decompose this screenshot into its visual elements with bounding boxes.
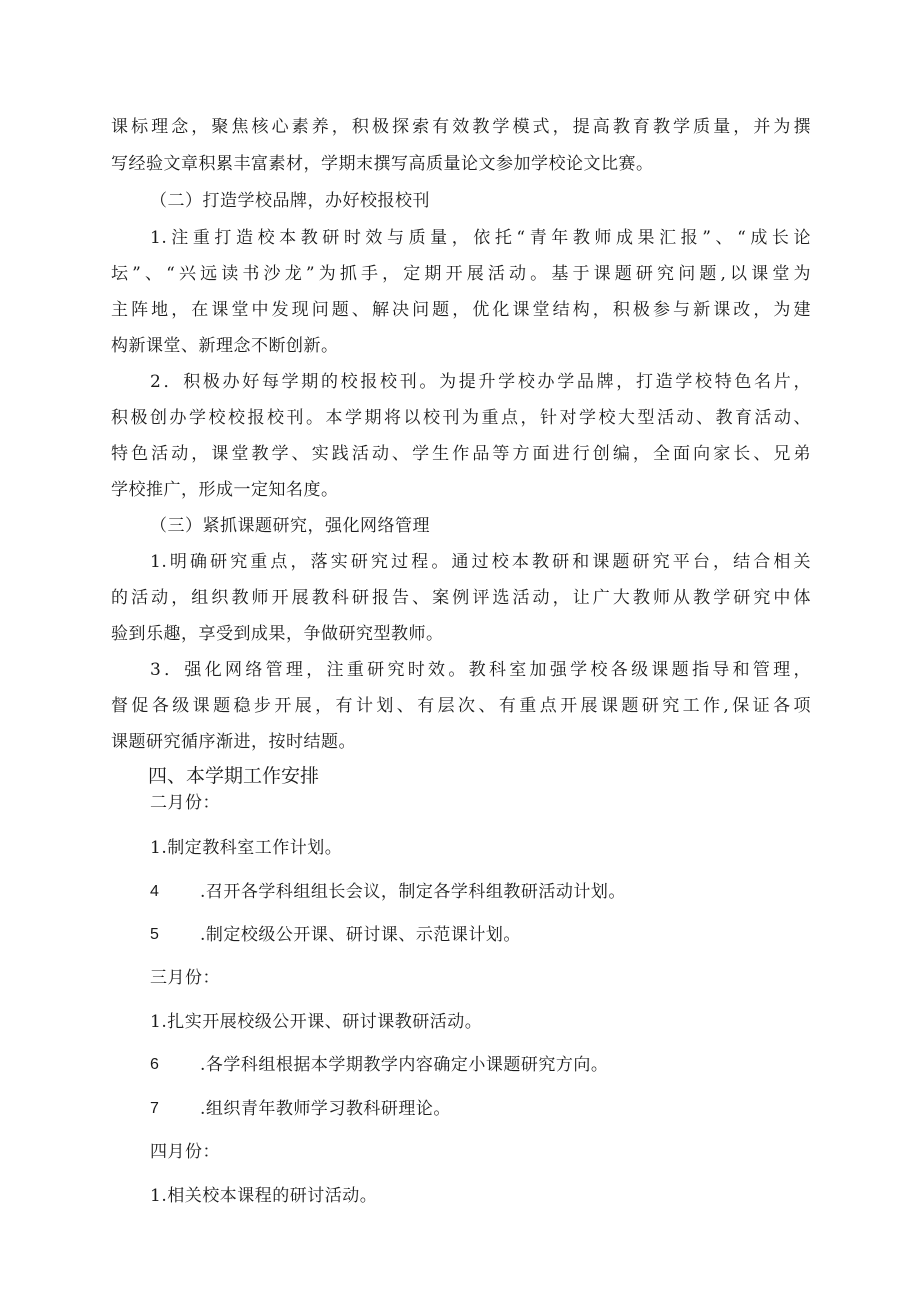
paragraph-line: 1.明确研究重点，落实研究过程。通过校本教研和课题研究平台，结合相关 [150,552,811,572]
list-item: .召开各学科组组长会议，制定各学科组教研活动计划。 [200,882,626,902]
list-number: 6 [150,1056,159,1073]
list-number: 4 [150,883,159,900]
paragraph-line: 坛”、“兴远读书沙龙”为抓手，定期开展活动。基于课题研究问题,以课堂为 [111,264,811,284]
list-item: .组织青年教师学习教科研理论。 [200,1099,451,1119]
list-item: 1.制定教科室工作计划。 [150,838,343,858]
subsection-title: （二）打造学校品牌，办好校报校刊 [150,191,430,211]
month-label: 二月份： [150,793,220,813]
list-item: .各学科组根据本学期教学内容确定小课题研究方向。 [200,1055,609,1075]
paragraph-line: 2．积极办好每学期的校报校刊。为提升学校办学品牌，打造学校特色名片， [150,372,811,392]
list-number: 5 [150,926,159,943]
paragraph-line: 3．强化网络管理，注重研究时效。教科室加强学校各级课题指导和管理， [150,660,811,680]
paragraph-line: 督促各级课题稳步开展，有计划、有层次、有重点开展课题研究工作,保证各项 [111,696,811,716]
list-item: 1.相关校本课程的研讨活动。 [150,1186,378,1206]
list-item: .制定校级公开课、研讨课、示范课计划。 [200,925,521,945]
section-heading: 四、本学期工作安排 [148,765,320,787]
month-label: 四月份： [150,1142,220,1162]
paragraph-line: 课题研究循序渐进，按时结题。 [111,732,356,752]
month-label: 三月份： [150,968,220,988]
paragraph-line: 验到乐趣，享受到成果，争做研究型教师。 [111,624,444,644]
list-number: 7 [150,1100,159,1117]
paragraph-line: 1.注重打造校本教研时效与质量，依托“青年教师成果汇报”、“成长论 [150,228,811,248]
paragraph-line: 的活动，组织教师开展教科研报告、案例评选活动，让广大教师从教学研究中体 [111,588,811,608]
subsection-title: （三）紧抓课题研究，强化网络管理 [150,516,430,536]
paragraph-line: 构新课堂、新理念不断创新。 [111,336,339,356]
paragraph-line: 课标理念，聚焦核心素养，积极探索有效教学模式，提高教育教学质量，并为撰 [111,117,811,137]
paragraph-line: 学校推广，形成一定知名度。 [111,480,339,500]
paragraph-line: 写经验文章积累丰富素材，学期末撰写高质量论文参加学校论文比赛。 [111,154,654,174]
paragraph-line: 积极创办学校校报校刊。本学期将以校刊为重点，针对学校大型活动、教育活动、 [111,408,811,428]
list-item: 1.扎实开展校级公开课、研讨课教研活动。 [150,1012,483,1032]
paragraph-line: 特色活动，课堂教学、实践活动、学生作品等方面进行创编，全面向家长、兄弟 [111,444,811,464]
paragraph-line: 主阵地，在课堂中发现问题、解决问题，优化课堂结构，积极参与新课改，为建 [111,300,811,320]
